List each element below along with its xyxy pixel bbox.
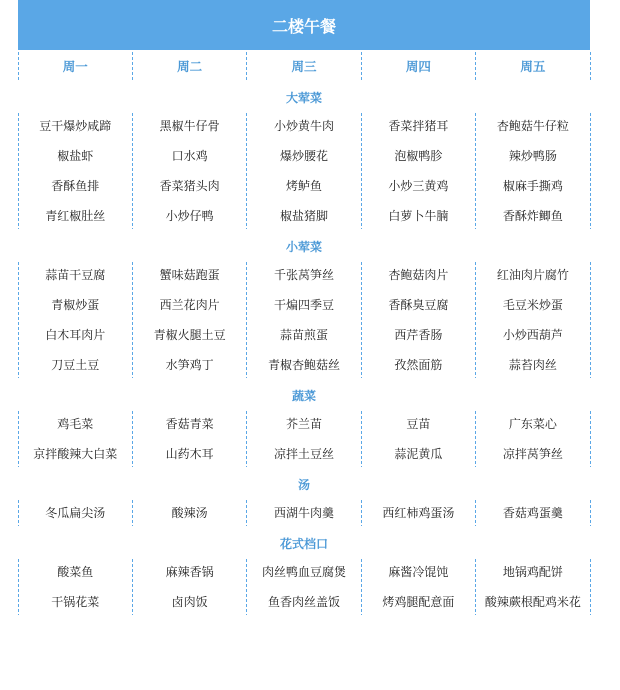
menu-item: 麻酱冷馄饨 bbox=[388, 564, 449, 579]
menu-item: 青椒炒蛋 bbox=[51, 297, 100, 312]
menu-item: 卤肉饭 bbox=[171, 594, 208, 609]
menu-item: 西兰花肉片 bbox=[159, 297, 220, 312]
menu-item: 香菇鸡蛋羹 bbox=[502, 505, 563, 520]
menu-item: 西红柿鸡蛋汤 bbox=[382, 505, 455, 520]
menu-item: 蒜苗煎蛋 bbox=[280, 327, 329, 342]
menu-item: 地锅鸡配饼 bbox=[502, 564, 563, 579]
menu-item: 水笋鸡丁 bbox=[165, 357, 214, 372]
menu-item: 椒盐虾 bbox=[57, 148, 94, 163]
day-header: 周五 bbox=[520, 58, 546, 74]
menu-item: 香酥鱼排 bbox=[51, 178, 100, 193]
menu-item: 烤鲈鱼 bbox=[286, 178, 323, 193]
section-title: 蔬菜 bbox=[291, 389, 316, 403]
menu-item: 麻辣香锅 bbox=[165, 564, 214, 579]
menu-item: 青椒杏鲍菇丝 bbox=[268, 357, 341, 372]
menu-row bbox=[18, 171, 590, 201]
menu-item: 黑椒牛仔骨 bbox=[159, 118, 220, 133]
menu-row bbox=[18, 498, 590, 528]
menu-item: 青椒火腿土豆 bbox=[153, 327, 226, 342]
menu-item: 小炒仔鸭 bbox=[165, 208, 214, 223]
menu-item: 小炒西葫芦 bbox=[502, 327, 563, 342]
section-title: 花式档口 bbox=[279, 537, 328, 551]
menu-item: 酸辣汤 bbox=[171, 505, 208, 520]
menu-item: 蒜苗干豆腐 bbox=[45, 267, 106, 282]
menu-item: 香酥臭豆腐 bbox=[388, 297, 449, 312]
menu-row bbox=[18, 320, 590, 350]
menu-item: 椒麻手撕鸡 bbox=[502, 178, 563, 193]
menu-item: 豆干爆炒咸蹄 bbox=[39, 118, 112, 133]
menu-row bbox=[18, 290, 590, 320]
menu-item: 干锅花菜 bbox=[51, 594, 100, 609]
section-block bbox=[18, 498, 590, 528]
menu-item: 杏鲍菇牛仔粒 bbox=[496, 118, 569, 133]
menu-item: 凉拌土豆丝 bbox=[274, 446, 335, 461]
menu-table bbox=[18, 0, 590, 617]
menu-item: 广东菜心 bbox=[508, 416, 557, 431]
section-title: 大荤菜 bbox=[285, 91, 322, 105]
menu-item: 酸菜鱼 bbox=[57, 564, 94, 579]
menu-item: 干煸四季豆 bbox=[274, 297, 335, 312]
menu-item: 蒜苔肉丝 bbox=[508, 357, 557, 372]
menu-item: 肉丝鸭血豆腐煲 bbox=[262, 564, 347, 579]
menu-row bbox=[18, 557, 590, 587]
menu-item: 孜然面筋 bbox=[394, 357, 443, 372]
menu-row bbox=[18, 201, 590, 231]
menu-item: 芥兰苗 bbox=[286, 416, 323, 431]
menu-row bbox=[18, 111, 590, 141]
menu-row bbox=[18, 587, 590, 617]
section-block bbox=[18, 409, 590, 469]
menu-item: 豆苗 bbox=[406, 416, 431, 431]
day-header: 周一 bbox=[62, 58, 88, 74]
menu-item: 红油肉片腐竹 bbox=[496, 267, 569, 282]
menu-item: 酸辣蕨根配鸡米花 bbox=[484, 594, 581, 609]
menu-row bbox=[18, 350, 590, 380]
menu-item: 烤鸡腿配意面 bbox=[382, 594, 455, 609]
section-block bbox=[18, 260, 590, 380]
menu-item: 冬瓜扁尖汤 bbox=[45, 505, 106, 520]
menu-item: 爆炒腰花 bbox=[280, 148, 329, 163]
menu-item: 鱼香肉丝盖饭 bbox=[268, 594, 341, 609]
menu-item: 青红椒肚丝 bbox=[45, 208, 106, 223]
menu-item: 泡椒鸭胗 bbox=[394, 148, 443, 163]
days-block bbox=[18, 50, 590, 82]
menu-item: 西芹香肠 bbox=[394, 327, 443, 342]
menu-item: 京拌酸辣大白菜 bbox=[33, 446, 118, 461]
day-header: 周二 bbox=[177, 58, 203, 74]
menu-item: 白木耳肉片 bbox=[45, 327, 106, 342]
section-block bbox=[18, 557, 590, 617]
menu-item: 千张莴笋丝 bbox=[274, 267, 335, 282]
menu-item: 口水鸡 bbox=[171, 148, 208, 163]
menu-item: 香酥炸鲫鱼 bbox=[502, 208, 563, 223]
menu-item: 毛豆米炒蛋 bbox=[502, 297, 563, 312]
menu-item: 山药木耳 bbox=[165, 446, 214, 461]
section-title: 汤 bbox=[297, 478, 310, 492]
menu-item: 杏鲍菇肉片 bbox=[388, 267, 449, 282]
menu-item: 凉拌莴笋丝 bbox=[502, 446, 563, 461]
menu-item: 椒盐猪脚 bbox=[280, 208, 329, 223]
menu-row bbox=[18, 141, 590, 171]
section-block bbox=[18, 111, 590, 231]
menu-sections bbox=[18, 85, 590, 617]
menu-item: 白萝卜牛腩 bbox=[388, 208, 449, 223]
menu-row bbox=[18, 260, 590, 290]
menu-item: 小炒黄牛肉 bbox=[274, 118, 335, 133]
day-header: 周三 bbox=[291, 58, 317, 74]
day-header-row bbox=[18, 50, 590, 82]
menu-row bbox=[18, 439, 590, 469]
menu-item: 香菇青菜 bbox=[165, 416, 214, 431]
menu-item: 蒜泥黄瓜 bbox=[394, 446, 443, 461]
menu-item: 蟹味菇跑蛋 bbox=[159, 267, 220, 282]
menu-row bbox=[18, 409, 590, 439]
menu-title: 二楼午餐 bbox=[18, 0, 590, 50]
menu-item: 鸡毛菜 bbox=[57, 416, 94, 431]
menu-item: 小炒三黄鸡 bbox=[388, 178, 449, 193]
section-title: 小荤菜 bbox=[285, 240, 322, 254]
menu-item: 香菜拌猪耳 bbox=[388, 118, 449, 133]
menu-item: 辣炒鸭肠 bbox=[508, 148, 557, 163]
day-header: 周四 bbox=[405, 58, 431, 74]
menu-item: 香菜猪头肉 bbox=[159, 178, 220, 193]
menu-item: 刀豆土豆 bbox=[51, 357, 100, 372]
menu-item: 西湖牛肉羹 bbox=[274, 505, 335, 520]
